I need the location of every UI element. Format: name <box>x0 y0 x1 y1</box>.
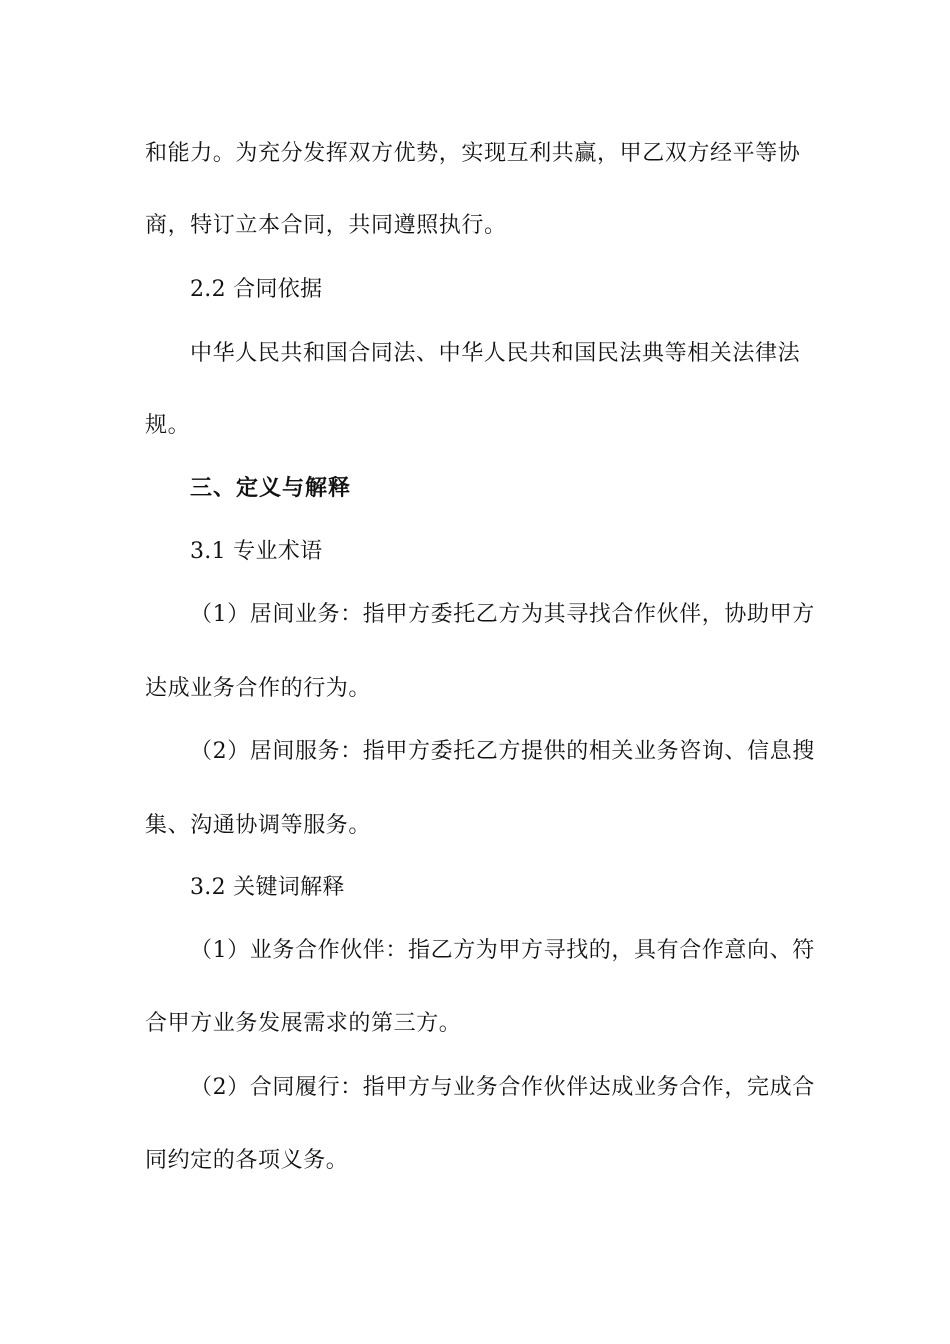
paragraph-line: 中华人民共和国合同法、中华人民共和国民法典等相关法律法 <box>190 341 801 366</box>
list-item-line: 合甲方业务发展需求的第三方。 <box>145 1011 462 1036</box>
paragraph-line: 和能力。为充分发挥双方优势，实现互利共赢，甲乙双方经平等协 <box>145 141 801 166</box>
paragraph-line: 规。 <box>145 413 191 438</box>
list-item-line: （2）合同履行：指甲方与业务合作伙伴达成业务合作，完成合 <box>190 1075 815 1100</box>
list-item-line: （1）居间业务：指甲方委托乙方为其寻找合作伙伴，协助甲方 <box>190 602 815 627</box>
section-heading-2-2: 2.2 合同依据 <box>190 277 323 302</box>
section-heading-3-1: 3.1 专业术语 <box>190 539 323 564</box>
list-item-line: 达成业务合作的行为。 <box>145 676 372 701</box>
section-heading-3-2: 3.2 关键词解释 <box>190 875 345 900</box>
list-item-line: 集、沟通协调等服务。 <box>145 813 372 838</box>
section-heading-3: 三、定义与解释 <box>190 476 352 501</box>
list-item-line: 同约定的各项义务。 <box>145 1148 349 1173</box>
paragraph-line: 商，特订立本合同，共同遵照执行。 <box>145 213 507 238</box>
list-item-line: （1）业务合作伙伴：指乙方为甲方寻找的，具有合作意向、符 <box>190 938 815 963</box>
list-item-line: （2）居间服务：指甲方委托乙方提供的相关业务咨询、信息搜 <box>190 739 815 764</box>
